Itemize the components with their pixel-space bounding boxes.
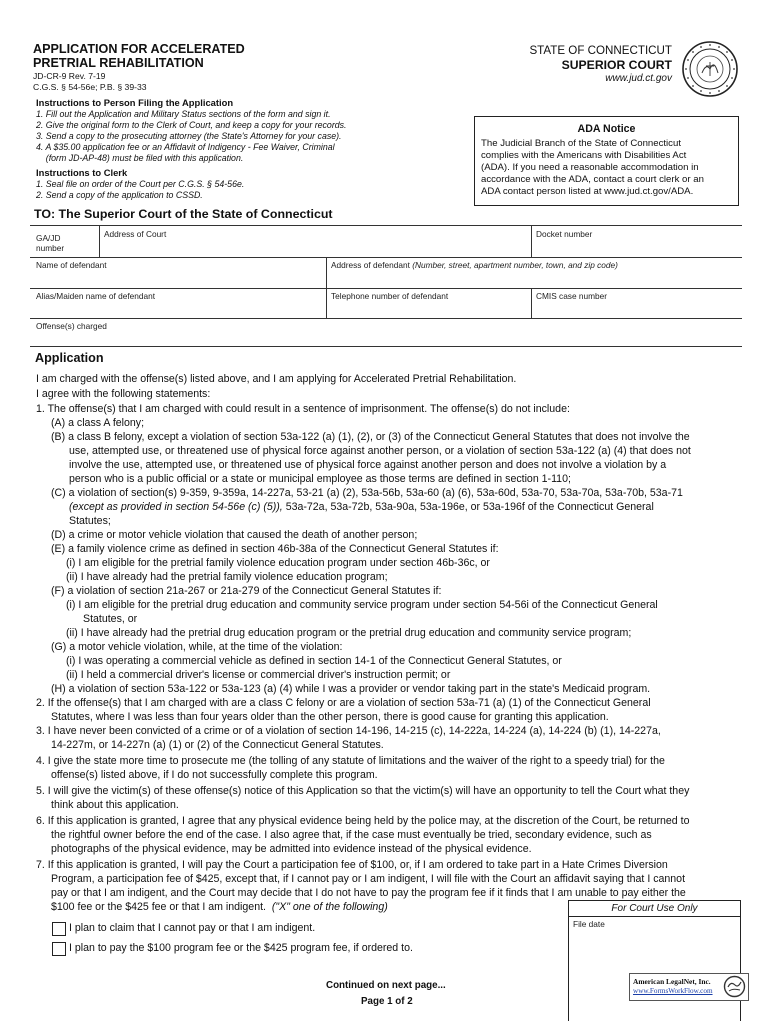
- statement-6-cont: photographs of the physical evidence, may be admitted into evidence instead of the physical evidence.: [51, 843, 532, 855]
- offenses-charged-label: Offense(s) charged: [36, 321, 107, 331]
- statement-7-cont: pay or that I am indigent, and the Court may decide that I do not have to pay the program fee if it finds that I am unable to pay either the: [51, 887, 686, 899]
- statement-2: 2. If the offense(s) that I am charged with are a class C felony or are a violation of section 53a-71 (a) (1) of the Connecticut General: [36, 697, 651, 709]
- exclusion-g: (G) a motor vehicle violation, while, at the time of the violation:: [51, 641, 343, 653]
- address-of-court-label: Address of Court: [104, 229, 167, 239]
- court-use-box: [568, 900, 741, 1021]
- court-use-heading: For Court Use Only: [569, 903, 740, 917]
- page-number: Page 1 of 2: [361, 996, 413, 1007]
- address-of-court-field[interactable]: [100, 226, 531, 257]
- pay-fee-label: I plan to pay the $100 program fee or the $425 program fee, if ordered to.: [69, 942, 413, 954]
- defendant-address-label: Address of defendant (Number, street, apartment number, town, and zip code): [331, 260, 618, 270]
- cmis-case-number-field[interactable]: [532, 289, 742, 318]
- statement-5: 5. I will give the victim(s) of these offense(s) notice of this Application so that the victim(s) will have an opportunity to tell the Court what they: [36, 785, 690, 797]
- publisher-logo-icon: [723, 975, 746, 998]
- to-court-line: TO: The Superior Court of the State of Connecticut: [34, 207, 333, 221]
- ga-jd-label-2: number: [36, 243, 65, 253]
- statement-7: 7. If this application is granted, I will pay the Court a participation fee of $100, or, if I am ordered to take part in a Hate Crimes Diversion: [36, 859, 668, 871]
- exclusion-f-i-cont: Statutes, or: [83, 613, 138, 625]
- exclusion-h: (H) a violation of section 53a-122 or 53a-123 (a) (4) while I was a provider or vendor taking part in the state's Medicaid program.: [51, 683, 651, 695]
- form-statutes: C.G.S. § 54-56e; P.B. § 39-33: [33, 82, 147, 92]
- application-intro: I agree with the following statements:: [36, 388, 211, 400]
- cmis-case-number-label: CMIS case number: [536, 291, 608, 301]
- exclusion-g-ii: (ii) I held a commercial driver's license or commercial driver's instruction permit; or: [66, 669, 451, 681]
- instructions-clerk-line: 2. Send a copy of the application to CSSD.: [36, 190, 203, 200]
- defendant-name-field[interactable]: [30, 258, 326, 288]
- statement-6: 6. If this application is granted, I agree that any physical evidence being held by the police may, at the discretion of the Court, be returned to: [36, 815, 690, 827]
- offenses-charged-field[interactable]: [30, 319, 742, 346]
- instructions-filer-line: 4. A $35.00 application fee or an Affidavit of Indigency - Fee Waiver, Criminal: [36, 142, 335, 152]
- ga-jd-label: GA/JD: [36, 233, 61, 243]
- defendant-address-field[interactable]: [327, 258, 742, 288]
- form-title-line1: APPLICATION FOR ACCELERATED: [33, 42, 245, 56]
- application-heading: Application: [35, 351, 104, 365]
- exclusion-b-cont: involve the use, attempted use, or threatened use of physical force against another person and does not involve a violation by a: [69, 459, 667, 471]
- ada-notice-heading: ADA Notice: [577, 123, 636, 135]
- instructions-clerk-line: 1. Seal file on order of the Court per C.G.S. § 54-56e.: [36, 179, 245, 189]
- exclusion-e-ii: (ii) I have already had the pretrial family violence education program;: [66, 571, 388, 583]
- form-number: JD-CR-9 Rev. 7-19: [33, 71, 106, 81]
- exclusion-b-cont: person who is a public official or a state or municipal employee as those terms are defined in section 1-110;: [69, 473, 571, 485]
- exclusion-d: (D) a crime or motor vehicle violation that caused the death of another person;: [51, 529, 418, 541]
- statement-6-cont: the rightful owner before the end of the case. I also agree that, if the case must eventually be tried, secondary evidence, such as: [51, 829, 652, 841]
- defendant-name-label: Name of defendant: [36, 260, 107, 270]
- instructions-clerk-heading: Instructions to Clerk: [36, 167, 128, 178]
- publisher-name: American LegalNet, Inc.: [633, 977, 711, 986]
- application-intro: I am charged with the offense(s) listed above, and I am applying for Accelerated Pretrial Rehabilitation.: [36, 373, 517, 385]
- docket-number-field[interactable]: [532, 226, 742, 257]
- ada-notice-box: [474, 116, 739, 206]
- exclusion-e-i: (i) I am eligible for the pretrial family violence education program under section 46b-36c, or: [66, 557, 490, 569]
- telephone-field[interactable]: [327, 289, 531, 318]
- statement-5-cont: think about this application.: [51, 799, 179, 811]
- exclusion-a: (A) a class A felony;: [51, 417, 145, 429]
- alias-name-label: Alias/Maiden name of defendant: [36, 291, 156, 301]
- statement-2-cont: Statutes, where I was less than four years older than the other person, there is good cause for granting this application.: [51, 711, 609, 723]
- continued-note: Continued on next page...: [326, 980, 446, 991]
- alias-name-field[interactable]: [30, 289, 326, 318]
- exclusion-c-cont: Statutes;: [69, 515, 111, 527]
- state-name: STATE OF CONNECTICUT: [529, 44, 672, 57]
- pay-fee-checkbox[interactable]: [52, 942, 66, 956]
- exclusion-c: (C) a violation of section(s) 9-359, 9-359a, 14-227a, 53-21 (a) (2), 53a-56b, 53a-60 (a) (6), 53a-60d, 53a-70, 53a-70a, 53a-70b, 53a-71: [51, 487, 683, 499]
- statement-4: 4. I give the state more time to prosecute me (the tolling of any statute of limitations and the waiver of the right to a speedy trial) for the: [36, 755, 665, 767]
- statement-1: 1. The offense(s) that I am charged with could result in a sentence of imprisonment. The offense(s) do not include:: [36, 403, 570, 415]
- instructions-filer-line: (form JD-AP-48) must be filed with this application.: [36, 153, 244, 163]
- publisher-stamp: [629, 973, 749, 1001]
- court-name: SUPERIOR COURT: [561, 58, 672, 72]
- instructions-filer-heading: Instructions to Person Filing the Application: [36, 97, 234, 108]
- statement-3: 3. I have never been convicted of a crime or of a violation of section 14-196, 14-215 (c), 14-222a, 14-224 (a), 14-224 (b) (1), 14-227a,: [36, 725, 661, 737]
- exclusion-c-cont: (except as provided in section 54-56e (c) (5)), 53a-72a, 53a-72b, 53a-90a, 53a-196e, or 53a-196f of the Connecticut General: [69, 501, 654, 513]
- exclusion-f: (F) a violation of section 21a-267 or 21a-279 of the Connecticut General Statutes if:: [51, 585, 442, 597]
- exclusion-e: (E) a family violence crime as defined in section 46b-38a of the Connecticut General Statutes if:: [51, 543, 499, 555]
- exclusion-b-cont: use, attempted use, or threatened use of physical force against another person, or a violation of section 53a-122 (a) (4) that does not: [69, 445, 691, 457]
- exclusion-f-i: (i) I am eligible for the pretrial drug education and community service program under section 54-56i of the Connecticut General: [66, 599, 658, 611]
- exclusion-g-i: (i) I was operating a commercial vehicle as defined in section 14-1 of the Connecticut General Statutes, or: [66, 655, 562, 667]
- form-title-line2: PRETRIAL REHABILITATION: [33, 56, 204, 70]
- instructions-filer-line: 3. Send a copy to the prosecuting attorney (the State's Attorney for your case).: [36, 131, 342, 141]
- claim-indigent-checkbox[interactable]: [52, 922, 66, 936]
- statement-7-cont: $100 fee or the $425 fee or that I am indigent. ("X" one of the following): [51, 901, 388, 913]
- instructions-filer-line: 2. Give the original form to the Clerk of Court, and keep a copy for your records.: [36, 120, 347, 130]
- publisher-link[interactable]: www.FormsWorkFlow.com: [633, 987, 713, 995]
- ga-jd-field[interactable]: [30, 226, 99, 257]
- state-seal-icon: [681, 40, 739, 98]
- file-date-label: File date: [573, 919, 605, 929]
- statement-4-cont: offense(s) listed above, if I do not successfully complete this program.: [51, 769, 378, 781]
- court-website: www.jud.ct.gov: [605, 73, 672, 84]
- instructions-filer-line: 1. Fill out the Application and Military Status sections of the form and sign it.: [36, 109, 331, 119]
- statement-7-cont: Program, a participation fee of $425, except that, if I cannot pay or I am indigent, I will file with the Court an affidavit saying that I cannot: [51, 873, 686, 885]
- telephone-label: Telephone number of defendant: [331, 291, 449, 301]
- ada-notice-text: The Judicial Branch of the State of Connecticut complies with the Americans with Disabilities Act (ADA). If you need a reasonable accommodation in accordance with the ADA, contact a court clerk or an ADA contact person listed at www.jud.ct.gov/ADA.: [481, 138, 704, 197]
- exclusion-f-ii: (ii) I have already had the pretrial drug education program or the pretrial drug education and community service program;: [66, 627, 632, 639]
- exclusion-b: (B) a class B felony, except a violation of section 53a-122 (a) (1), (2), or (3) of the Connecticut General Statutes that does not involve the: [51, 431, 690, 443]
- claim-indigent-label: I plan to claim that I cannot pay or that I am indigent.: [69, 922, 316, 934]
- docket-number-label: Docket number: [536, 229, 593, 239]
- statement-3-cont: 14-227m, or 14-227n (a) (1) or (2) of the Connecticut General Statutes.: [51, 739, 384, 751]
